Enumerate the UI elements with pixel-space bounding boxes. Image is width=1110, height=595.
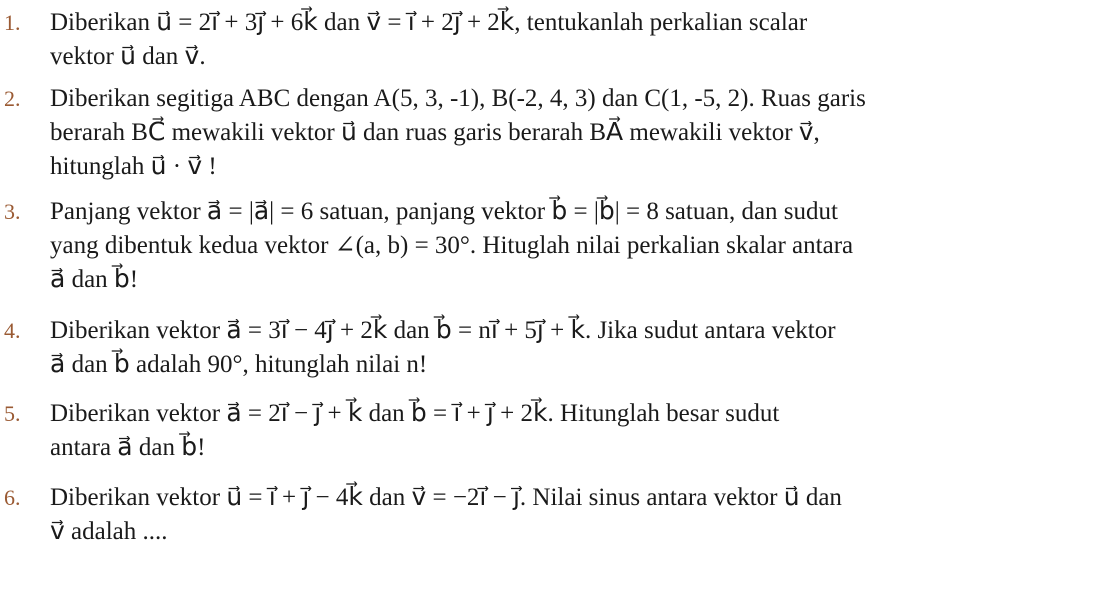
problem-number: 5. bbox=[4, 401, 21, 426]
problem-line: Diberikan vektor a⃗ = 3i⃗ − 4j⃗ + 2k⃗ dan b⃗ = ni⃗ + 5j⃗ + k⃗. Jika sudut antara vektor bbox=[50, 317, 836, 344]
problem-line: Diberikan vektor a⃗ = 2i⃗ − j⃗ + k⃗ dan b⃗ = i⃗ + j⃗ + 2k⃗. Hitunglah besar sudut bbox=[50, 400, 780, 427]
problem-line: Diberikan segitiga ABC dengan A(5, 3, -1), B(-2, 4, 3) dan C(1, -5, 2). Ruas garis bbox=[50, 85, 866, 112]
problem-line: Diberikan vektor u⃗ = i⃗ + j⃗ − 4k⃗ dan v⃗ = −2i⃗ − j⃗. Nilai sinus antara vektor u⃗ dan bbox=[50, 484, 842, 511]
problem-line: a⃗ dan b⃗! bbox=[50, 266, 139, 293]
problem-line: antara a⃗ dan b⃗! bbox=[50, 434, 206, 461]
problem-number: 2. bbox=[4, 86, 21, 111]
problem-number: 4. bbox=[4, 318, 21, 343]
problem-text bbox=[50, 195, 1104, 297]
problem-text bbox=[50, 6, 1104, 74]
problem-line: yang dibentuk kedua vektor ∠(a, b) = 30°. Hituglah nilai perkalian skalar antara bbox=[50, 232, 854, 259]
problem-line: vektor u⃗ dan v⃗. bbox=[50, 43, 206, 70]
problem-text bbox=[50, 397, 1104, 465]
problem-line: berarah BC⃗ mewakili vektor u⃗ dan ruas garis berarah BA⃗ mewakili vektor v⃗, bbox=[50, 119, 820, 146]
problem-number: 6. bbox=[4, 485, 21, 510]
problem-number: 1. bbox=[4, 10, 21, 35]
problem-line: Diberikan u⃗ = 2i⃗ + 3j⃗ + 6k⃗ dan v⃗ = i⃗ + 2j⃗ + 2k⃗, tentukanlah perkalian scalar bbox=[50, 9, 808, 36]
problem-line: a⃗ dan b⃗ adalah 90°, hitunglah nilai n! bbox=[50, 351, 428, 378]
problem-text bbox=[50, 82, 1104, 184]
problem-line: Panjang vektor a⃗ = |a⃗| = 6 satuan, panjang vektor b⃗ = |b⃗| = 8 satuan, dan sudut bbox=[50, 198, 838, 225]
problem-number: 3. bbox=[4, 199, 21, 224]
problem-line: hitunglah u⃗ · v⃗ ! bbox=[50, 153, 217, 180]
problem-text bbox=[50, 314, 1104, 382]
problem-line: v⃗ adalah .... bbox=[50, 518, 168, 545]
problem-text bbox=[50, 481, 1104, 549]
